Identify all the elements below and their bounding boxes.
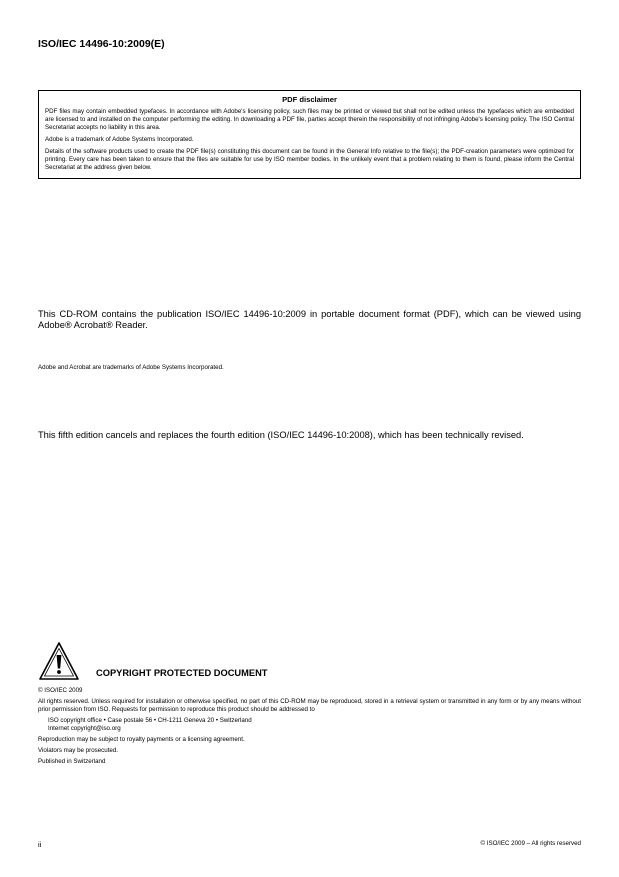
cdrom-paragraph: This CD-ROM contains the publication ISO/IEC 14496-10:2009 in portable document format (PDF), which can be viewed using Adobe® Acrobat® Reader.	[38, 309, 581, 330]
disclaimer-paragraph: PDF files may contain embedded typefaces. In accordance with Adobe's licensing policy, such files may be printed or viewed but shall not be edited unless the typefaces which are embedded are licensed to and installed on the computer performing the editing. In downloading a PDF file, parties accept therein the responsibility of not infringing Adobe's licensing policy. The ISO Central Secretariat accepts no liability in this area.	[45, 108, 574, 131]
copyright-notice: © ISO/IEC 2009	[38, 687, 83, 694]
disclaimer-paragraph: Adobe is a trademark of Adobe Systems Incorporated.	[45, 136, 194, 143]
pdf-disclaimer-box	[38, 90, 581, 179]
disclaimer-paragraph: Details of the software products used to create the PDF file(s) constituting this document can be found in the General Info relative to the file(s); the PDF-creation parameters were optimized for printing. Every care has been taken to ensure that the files are suitable for use by ISO member bodies. In the unlikely event that a problem relating to them is found, please inform the Central Secretariat at the address given below.	[45, 148, 574, 171]
copyright-office-address	[48, 717, 581, 733]
address-line: ISO copyright office • Case postale 56 • CH-1211 Geneva 20 • Switzerland	[48, 717, 252, 724]
rights-paragraph: All rights reserved. Unless required for installation or otherwise specified, no part of this CD-ROM may be reproduced, stored in a retrieval system or transmitted in any form or by any means without prior permission from ISO. Requests for permission to reproduce this product should be addressed to	[38, 698, 581, 713]
copyright-title: COPYRIGHT PROTECTED DOCUMENT	[96, 668, 268, 678]
copyright-section	[38, 641, 581, 769]
violators-line: Violators may be prosecuted.	[38, 747, 119, 754]
published-line: Published in Switzerland	[38, 758, 106, 765]
document-header: ISO/IEC 14496-10:2009(E)	[38, 38, 165, 50]
copyright-text	[38, 687, 581, 766]
disclaimer-title: PDF disclaimer	[282, 95, 337, 104]
copyright-heading-row	[38, 641, 581, 681]
internet-line: Internet copyright@iso.org	[48, 725, 121, 732]
footer-rights: © ISO/IEC 2009 – All rights reserved	[480, 840, 581, 847]
trademarks-paragraph: Adobe and Acrobat are trademarks of Adobe Systems Incorporated.	[38, 364, 224, 371]
edition-paragraph: This fifth edition cancels and replaces the fourth edition (ISO/IEC 14496-10:2008), which has been technically revised.	[38, 430, 524, 440]
page-number: ii	[38, 840, 42, 849]
warning-triangle-icon	[38, 641, 80, 681]
royalty-line: Reproduction may be subject to royalty payments or a licensing agreement.	[38, 736, 245, 743]
